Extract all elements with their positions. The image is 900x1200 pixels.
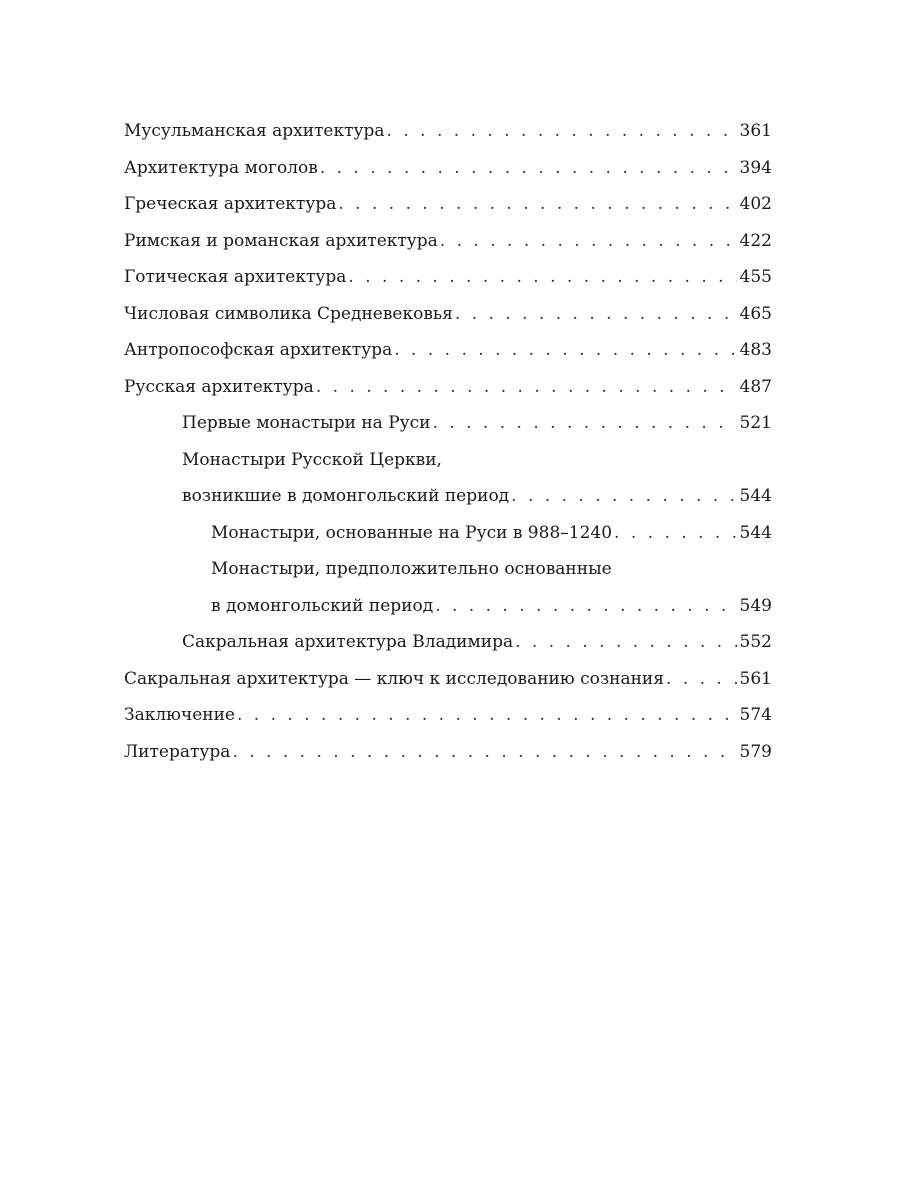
dot-leader <box>614 515 737 552</box>
toc-entry-page: 544 <box>737 515 772 552</box>
dot-leader <box>440 223 737 260</box>
toc-entry-page: 422 <box>737 223 772 260</box>
toc-entry-title: Литература <box>124 734 232 771</box>
toc-entry <box>124 369 772 406</box>
dot-leader <box>433 405 737 442</box>
toc-subentry <box>182 478 772 515</box>
toc-entry <box>124 259 772 296</box>
toc-entry-page: 394 <box>737 150 772 187</box>
toc-entry-page: 487 <box>737 369 772 406</box>
toc-entry-page: 521 <box>737 405 772 442</box>
dot-leader <box>348 259 736 296</box>
toc-entry-title: Греческая архитектура <box>124 186 338 223</box>
toc-entry-title: Мусульманская архитектура <box>124 113 387 150</box>
toc-entry-page: 579 <box>737 734 772 771</box>
dot-leader <box>455 296 737 333</box>
dot-leader <box>435 588 736 625</box>
dot-leader <box>338 186 736 223</box>
toc-subentry <box>182 442 772 479</box>
toc-subsubentry <box>211 551 772 588</box>
toc-entry-title: Первые монастыри на Руси <box>182 405 433 442</box>
toc-entry <box>124 186 772 223</box>
toc-entry-title: Числовая символика Средневековья <box>124 296 455 333</box>
toc-entry <box>124 296 772 333</box>
dot-leader <box>515 624 736 661</box>
toc-entry-title: Заключение <box>124 697 237 734</box>
dot-leader <box>316 369 737 406</box>
toc-entry-title: Сакральная архитектура — ключ к исследованию сознания <box>124 661 666 698</box>
toc-entry-title: возникшие в домонгольский период <box>182 478 511 515</box>
toc-entry-page: 455 <box>737 259 772 296</box>
toc-entry-title: Антропософская архитектура <box>124 332 394 369</box>
toc-entry-page: 402 <box>737 186 772 223</box>
dot-leader <box>387 113 737 150</box>
toc-entry-title: Готическая архитектура <box>124 259 348 296</box>
toc-entry-title: Монастыри, основанные на Руси в 988–1240 <box>211 515 614 552</box>
toc-entry-page: 552 <box>737 624 772 661</box>
toc-entry <box>124 113 772 150</box>
toc-entry-page: 544 <box>737 478 772 515</box>
toc-entry <box>124 223 772 260</box>
dot-leader <box>237 697 737 734</box>
toc-entry <box>124 332 772 369</box>
toc-entry-page: 465 <box>737 296 772 333</box>
toc-subentry <box>182 624 772 661</box>
toc-entry-page: 574 <box>737 697 772 734</box>
toc-entry-page: 561 <box>737 661 772 698</box>
table-of-contents <box>124 113 772 770</box>
toc-entry-title: Сакральная архитектура Владимира <box>182 624 515 661</box>
toc-entry-title: Архитектура моголов <box>124 150 320 187</box>
toc-subsubentry <box>211 515 772 552</box>
toc-entry <box>124 697 772 734</box>
toc-entry-title: в домонгольский период <box>211 588 435 625</box>
toc-entry-title: Монастыри, предположительно основанные <box>211 551 614 588</box>
dot-leader <box>320 150 737 187</box>
toc-entry-page: 483 <box>737 332 772 369</box>
toc-entry-page: 361 <box>737 113 772 150</box>
toc-entry-page: 549 <box>737 588 772 625</box>
toc-entry-title: Римская и романская архитектура <box>124 223 440 260</box>
toc-entry <box>124 150 772 187</box>
toc-entry-title: Монастыри Русской Церкви, <box>182 442 444 479</box>
toc-entry-title: Русская архитектура <box>124 369 316 406</box>
dot-leader <box>394 332 736 369</box>
toc-entry <box>124 734 772 771</box>
toc-subentry <box>182 405 772 442</box>
dot-leader <box>232 734 736 771</box>
toc-subsubentry <box>211 588 772 625</box>
dot-leader <box>511 478 736 515</box>
dot-leader <box>666 661 737 698</box>
toc-entry <box>124 661 772 698</box>
